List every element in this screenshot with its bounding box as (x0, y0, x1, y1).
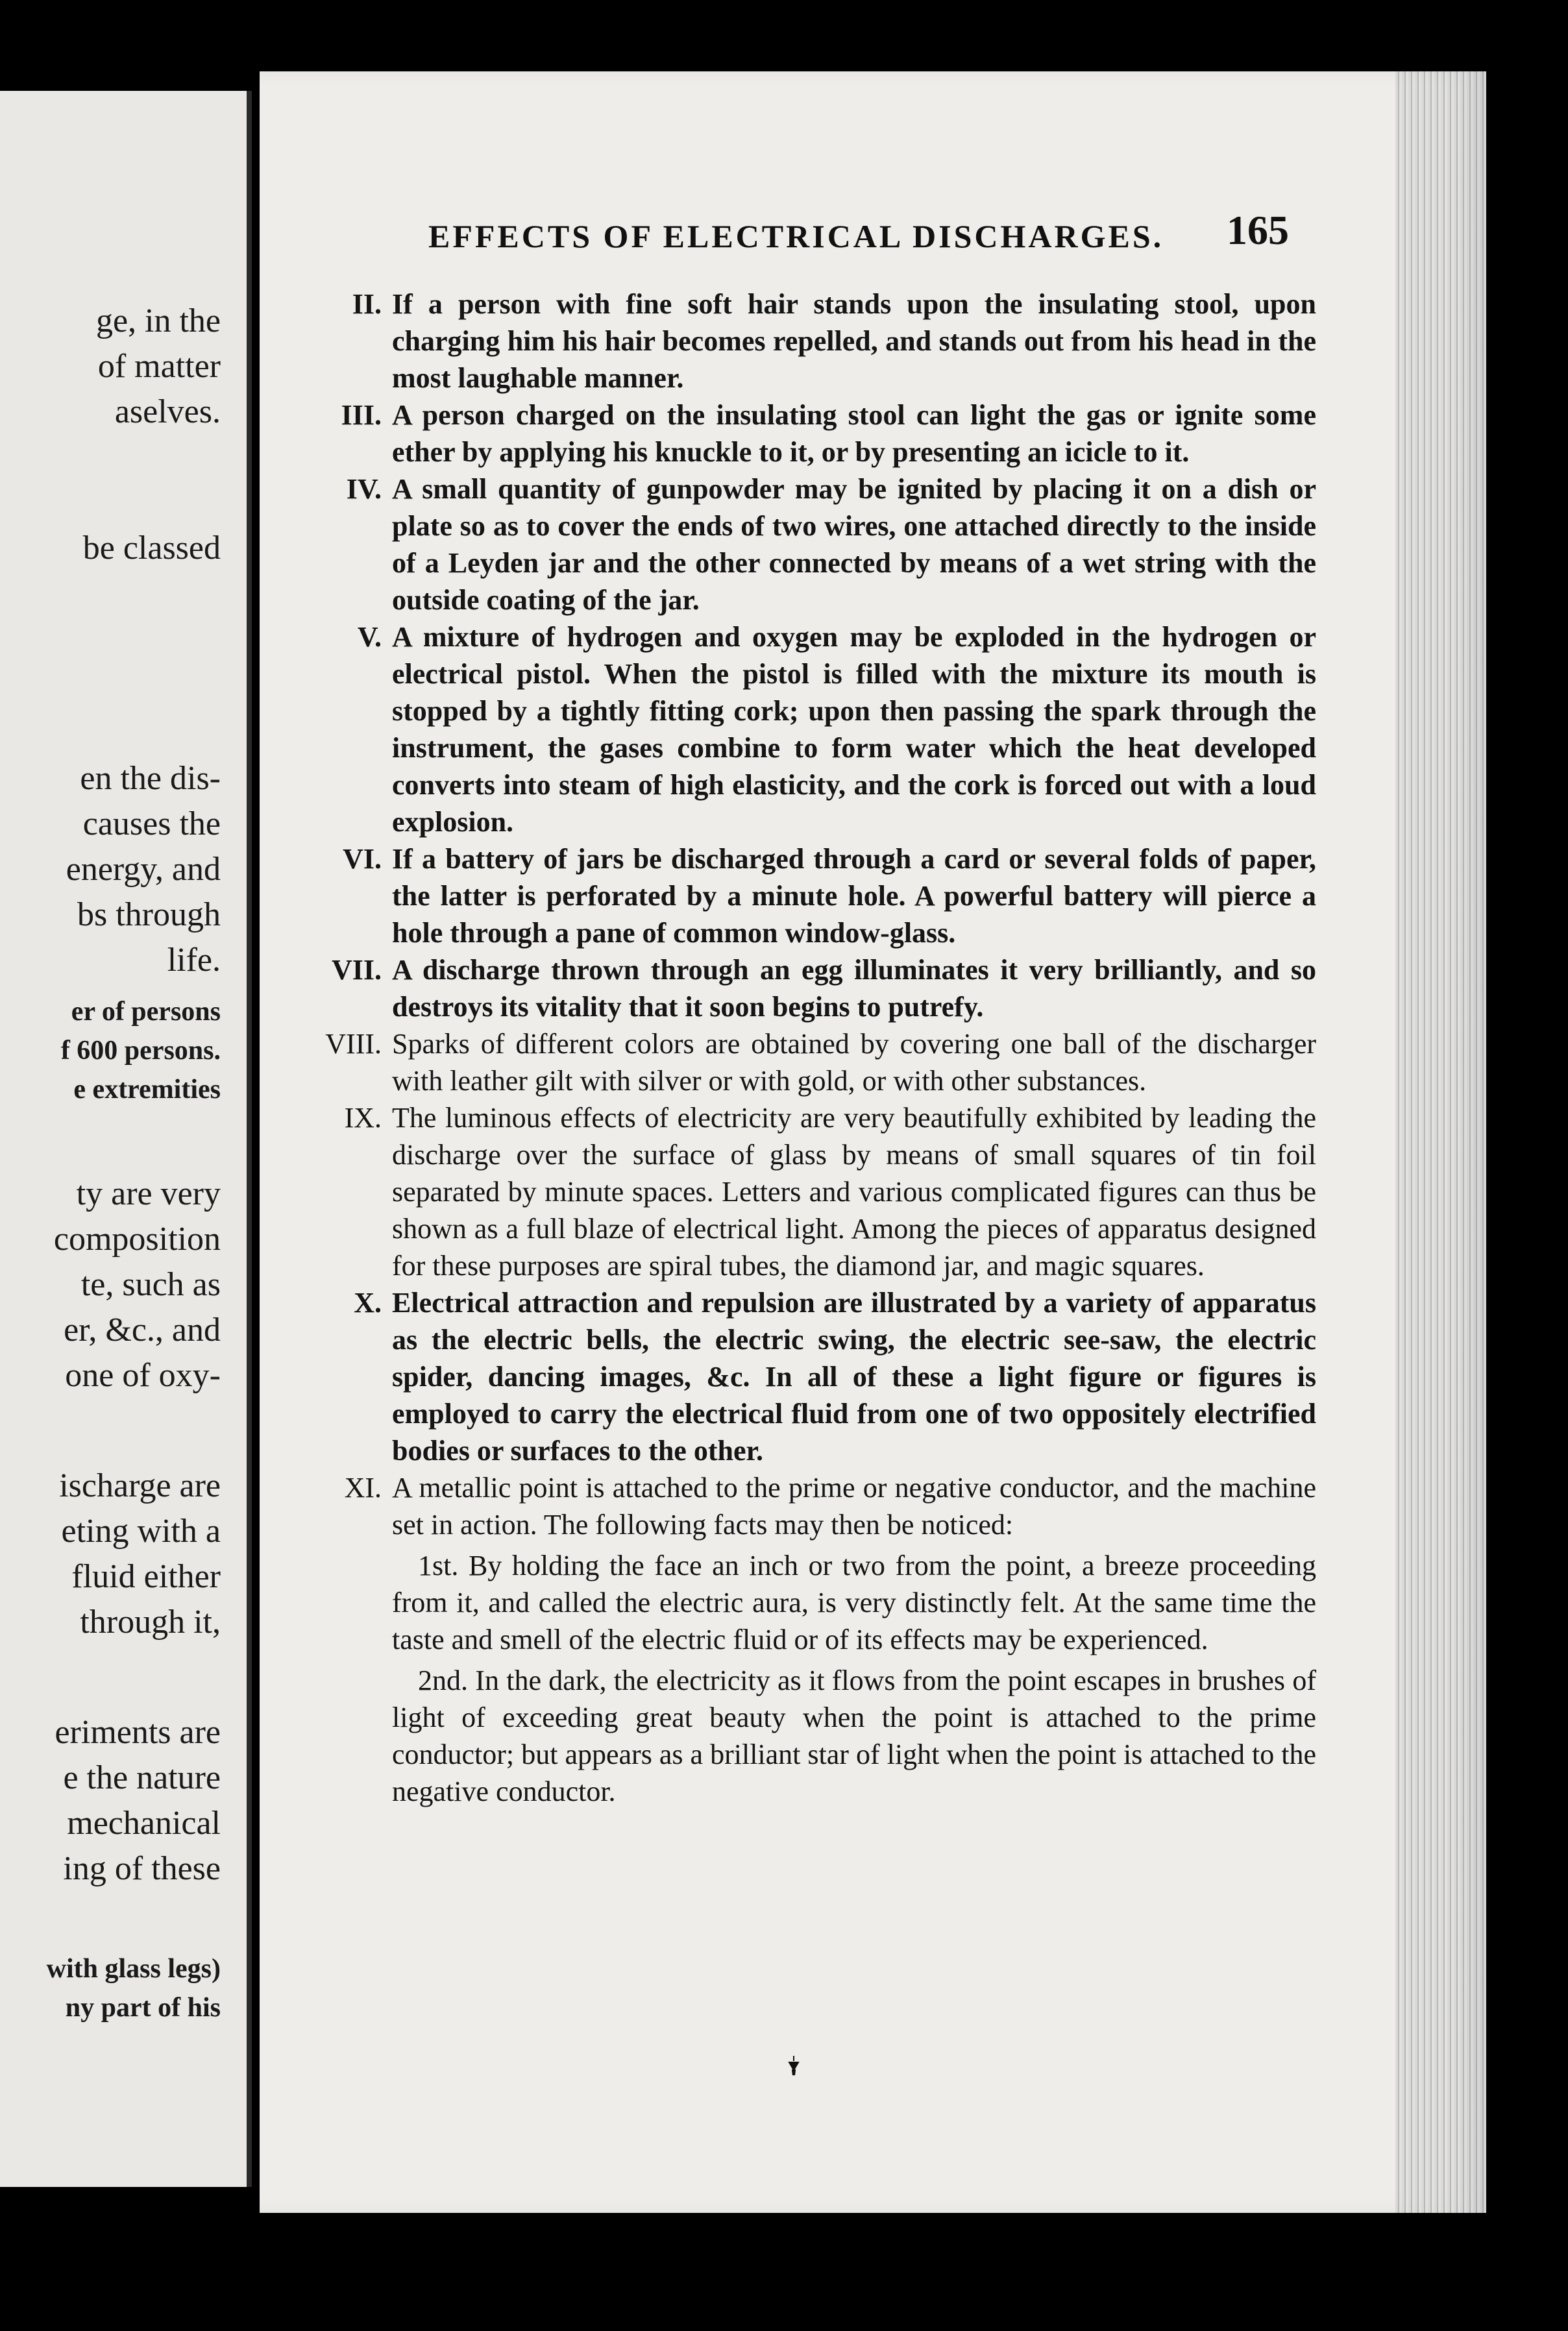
left-page-fragment: f 600 persons. (60, 1036, 221, 1066)
left-page-fragment: te, such as (80, 1266, 221, 1303)
left-page-fragment: through it, (80, 1604, 221, 1641)
page-body (291, 286, 1316, 1810)
list-item (291, 1284, 1316, 1469)
left-page-fragment: e the nature (63, 1759, 221, 1796)
page-edge (1395, 71, 1486, 2213)
left-page-fragment: of matter (97, 348, 221, 385)
item-number: VII. (331, 954, 382, 986)
left-page-fragment: ty are very (76, 1175, 221, 1212)
left-page-fragment: er of persons (71, 997, 221, 1027)
item-text: A mixture of hydrogen and oxygen may be exploded in the hydrogen or electrical pistol. When the pistol is filled with the mixture its mouth is stopped by a tightly fitting cork; upon then passing the spark through the instrument, the gases combine to form water which the heat developed converts into steam of high elasticity, and the cork is forced out with a loud explosion. (392, 621, 1316, 838)
item-number: VI. (343, 843, 382, 875)
list-item (291, 286, 1316, 397)
item-number: III. (341, 399, 382, 431)
page-number: 165 (1227, 207, 1289, 253)
item-number: IX. (344, 1102, 382, 1134)
left-page-fragment: aselves. (114, 393, 221, 430)
item-text: Electrical attraction and repulsion are illustrated by a variety of apparatus as the electric bells, the electric swing, the electric see-saw, the electric spider, dancing images, &c. In all of these a light figure or figures is employed to carry the electrical fluid from one of two oppositely electrified bodies or surfaces to the other. (392, 1287, 1316, 1467)
left-page-fragment: be classed (82, 530, 221, 567)
sub-paragraph: 2nd. In the dark, the electricity as it flows from the point escapes in brushes of light of exceeding great beauty when the point is attached to the prime conductor; but appears as a brilliant star of light when the point is attached to the negative conductor. (392, 1665, 1316, 1807)
left-page-fragment: bs through (77, 896, 221, 933)
item-number: V. (357, 621, 382, 653)
left-page (0, 91, 252, 2187)
sub-paragraph: 1st. By holding the face an inch or two from the point, a breeze proceeding from it, and called the electric aura, is very distinctly felt. At the same time the taste and smell of the electric fluid or of its effects may be experienced. (392, 1550, 1316, 1655)
list-item (291, 951, 1316, 1025)
left-page-fragment: mechanical (67, 1805, 221, 1842)
list-item (291, 840, 1316, 951)
item-text: The luminous effects of electricity are very beautifully exhibited by leading the discharge over the surface of glass by means of small squares of tin foil separated by minute spaces. Letters and various complicated figures can thus be shown as a full blaze of electrical light. Among the pieces of apparatus designed for these purposes are spiral tubes, the diamond jar, and magic squares. (392, 1102, 1316, 1282)
printer-ornament (787, 2056, 801, 2075)
list-item (291, 1099, 1316, 1284)
list-item (291, 618, 1316, 840)
item-text: If a battery of jars be discharged through a card or several folds of paper, the latter is perforated by a minute hole. A powerful battery will pierce a hole through a pane of common window-glass. (392, 843, 1316, 949)
left-page-fragment: energy, and (66, 851, 221, 888)
left-page-fragment: fluid either (71, 1558, 221, 1595)
item-text: A small quantity of gunpowder may be ignited by placing it on a dish or plate so as to cover the ends of two wires, one attached directly to the inside of a Leyden jar and the other connected by means of a wet string with the outside coating of the jar. (392, 473, 1316, 616)
item-text: Sparks of different colors are obtained by covering one ball of the discharger with leather gilt with silver or with gold, or with other substances. (392, 1028, 1316, 1097)
left-page-fragment: ny part of his (65, 1993, 221, 2023)
left-page-fragment: composition (53, 1221, 221, 1258)
left-page-fragment: er, &c., and (64, 1312, 221, 1349)
item-text: If a person with fine soft hair stands upon the insulating stool, upon charging him his hair becomes repelled, and stands out from his head in the most laughable manner. (392, 288, 1316, 394)
left-page-fragment: ing of these (63, 1850, 221, 1887)
left-page-fragment: e extremities (73, 1075, 221, 1104)
list-item (291, 1469, 1316, 1543)
left-page-fragment: en the dis- (80, 760, 221, 797)
left-page-fragment: eriments are (55, 1714, 221, 1751)
item-text: A metallic point is attached to the prime or negative conductor, and the machine set in action. The following facts may then be noticed: (392, 1472, 1316, 1541)
left-page-fragment: with glass legs) (46, 1954, 221, 1984)
item-number: VIII. (325, 1028, 382, 1060)
item-number: II. (352, 288, 382, 320)
left-page-fragment: life. (167, 942, 221, 979)
left-page-fragment: ischarge are (59, 1467, 221, 1504)
item-text: A person charged on the insulating stool can light the gas or ignite some ether by applying his knuckle to it, or by presenting an icicle to it. (392, 399, 1316, 468)
item-text: A discharge thrown through an egg illuminates it very brilliantly, and so destroys its vitality that it soon begins to putrefy. (392, 954, 1316, 1023)
left-page-fragment: ge, in the (95, 302, 221, 339)
list-item (291, 470, 1316, 618)
item-number: XI. (344, 1472, 382, 1504)
left-page-fragment: one of oxy- (65, 1357, 221, 1394)
running-head: EFFECTS OF ELECTRICAL DISCHARGES. (428, 218, 1164, 254)
item-number: IV. (346, 473, 382, 505)
list-item (291, 397, 1316, 470)
list-item (291, 1025, 1316, 1099)
item-number: X. (354, 1287, 382, 1319)
left-page-fragment: eting with a (61, 1513, 221, 1550)
left-page-fragment: causes the (82, 805, 221, 842)
